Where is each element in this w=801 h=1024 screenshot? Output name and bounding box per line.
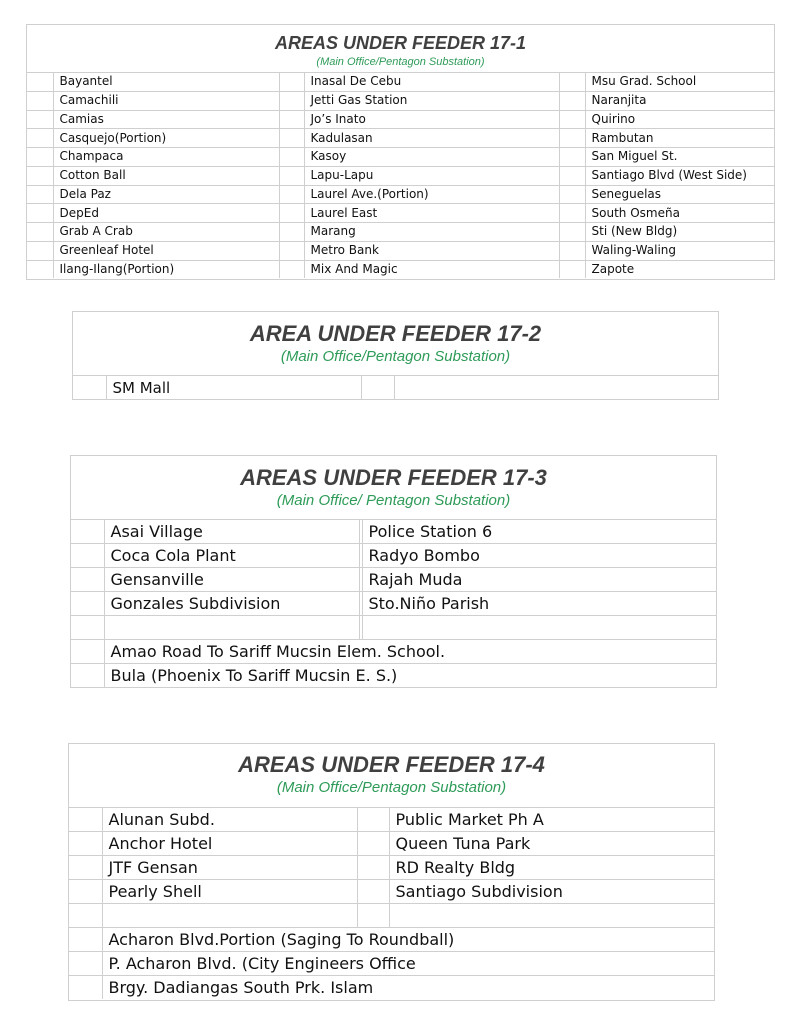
area-cell: Dela Paz bbox=[53, 185, 279, 204]
table-cell-spacer bbox=[27, 260, 53, 278]
table-row bbox=[69, 928, 714, 952]
feeder-17-3-subtitle: (Main Office/ Pentagon Substation) bbox=[276, 492, 511, 509]
area-cell: Public Market Ph A bbox=[389, 808, 714, 832]
table-cell-spacer bbox=[27, 129, 53, 148]
area-cell: Jo’s Inato bbox=[304, 110, 559, 129]
area-cell: Rambutan bbox=[585, 129, 774, 148]
table-cell-spacer bbox=[279, 185, 304, 204]
area-cell: Rajah Muda bbox=[362, 568, 716, 592]
table-cell-spacer bbox=[357, 808, 389, 832]
table-cell-spacer bbox=[71, 568, 104, 592]
area-cell: Msu Grad. School bbox=[585, 73, 774, 91]
table-row bbox=[69, 832, 714, 856]
table-row bbox=[27, 223, 774, 242]
area-cell: Bula (Phoenix To Sariff Mucsin E. S.) bbox=[104, 664, 716, 688]
feeder-17-3-table bbox=[70, 455, 717, 688]
table-cell-spacer bbox=[27, 204, 53, 223]
table-cell-spacer bbox=[69, 928, 102, 952]
area-cell: Queen Tuna Park bbox=[389, 832, 714, 856]
area-cell: Sti (New Bldg) bbox=[585, 223, 774, 242]
area-cell: Ilang-Ilang(Portion) bbox=[53, 260, 279, 278]
area-cell: Camachili bbox=[53, 91, 279, 110]
feeder-17-2-table bbox=[72, 311, 719, 400]
table-cell-spacer bbox=[69, 856, 102, 880]
table-row bbox=[27, 129, 774, 148]
table-cell-spacer bbox=[69, 952, 102, 976]
table-cell-spacer bbox=[279, 148, 304, 167]
area-cell: Greenleaf Hotel bbox=[53, 241, 279, 260]
table-cell-spacer bbox=[559, 148, 585, 167]
table-cell-spacer bbox=[27, 148, 53, 167]
table-row bbox=[69, 976, 714, 1000]
table-row bbox=[27, 241, 774, 260]
table-cell-spacer bbox=[559, 73, 585, 91]
area-cell: Laurel East bbox=[304, 204, 559, 223]
table-cell-spacer bbox=[71, 520, 104, 544]
area-cell: Waling-Waling bbox=[585, 241, 774, 260]
area-cell: DepEd bbox=[53, 204, 279, 223]
table-row bbox=[27, 148, 774, 167]
table-cell-spacer bbox=[69, 976, 102, 1000]
table-cell-spacer bbox=[279, 166, 304, 185]
area-cell: South Osmeña bbox=[585, 204, 774, 223]
table-row bbox=[27, 204, 774, 223]
table-cell-spacer bbox=[279, 260, 304, 278]
table-cell-spacer bbox=[69, 832, 102, 856]
table-row bbox=[71, 616, 716, 640]
feeder-17-1-subtitle: (Main Office/Pentagon Substation) bbox=[316, 56, 485, 68]
feeder-17-3-title: AREAS UNDER FEEDER 17-3 bbox=[240, 465, 547, 490]
area-cell: Kadulasan bbox=[304, 129, 559, 148]
area-cell bbox=[104, 616, 359, 640]
table-row bbox=[27, 185, 774, 204]
table-row bbox=[27, 260, 774, 278]
table-row bbox=[71, 544, 716, 568]
table-cell-spacer bbox=[71, 640, 104, 664]
area-cell: Naranjita bbox=[585, 91, 774, 110]
area-cell bbox=[362, 616, 716, 640]
area-cell: Camias bbox=[53, 110, 279, 129]
table-cell-spacer bbox=[559, 260, 585, 278]
table-row bbox=[69, 904, 714, 928]
area-cell: Asai Village bbox=[104, 520, 359, 544]
table-cell-spacer bbox=[279, 241, 304, 260]
area-cell: JTF Gensan bbox=[102, 856, 357, 880]
area-cell: Laurel Ave.(Portion) bbox=[304, 185, 559, 204]
table-cell-spacer bbox=[71, 616, 104, 640]
table-cell-spacer bbox=[73, 376, 106, 399]
table-cell-spacer bbox=[279, 129, 304, 148]
table-row bbox=[71, 520, 716, 544]
table-cell-spacer bbox=[559, 241, 585, 260]
table-cell-spacer bbox=[27, 110, 53, 129]
table-row bbox=[69, 952, 714, 976]
table-cell-spacer bbox=[559, 91, 585, 110]
feeder-17-4-header bbox=[69, 744, 714, 808]
area-cell: Quirino bbox=[585, 110, 774, 129]
area-cell: Alunan Subd. bbox=[102, 808, 357, 832]
table-row bbox=[27, 73, 774, 91]
table-row bbox=[69, 856, 714, 880]
area-cell: Santiago Blvd (West Side) bbox=[585, 166, 774, 185]
area-cell bbox=[394, 376, 718, 399]
feeder-17-1-header bbox=[27, 25, 774, 73]
table-row bbox=[27, 91, 774, 110]
table-cell-spacer bbox=[71, 544, 104, 568]
table-cell-spacer bbox=[357, 904, 389, 928]
table-cell-spacer bbox=[559, 204, 585, 223]
feeder-17-2-title: AREA UNDER FEEDER 17-2 bbox=[249, 321, 542, 346]
table-cell-spacer bbox=[559, 166, 585, 185]
table-cell-spacer bbox=[27, 91, 53, 110]
area-cell: Grab A Crab bbox=[53, 223, 279, 242]
feeder-17-1-table bbox=[26, 24, 775, 280]
table-cell-spacer bbox=[71, 664, 104, 688]
area-cell: Santiago Subdivision bbox=[389, 880, 714, 904]
table-cell-spacer bbox=[279, 73, 304, 91]
table-cell-spacer bbox=[27, 185, 53, 204]
feeder-17-4-title: AREAS UNDER FEEDER 17-4 bbox=[238, 752, 545, 777]
area-cell: Lapu-Lapu bbox=[304, 166, 559, 185]
area-cell: Inasal De Cebu bbox=[304, 73, 559, 91]
feeder-17-2-subtitle: (Main Office/Pentagon Substation) bbox=[280, 348, 511, 365]
table-cell-spacer bbox=[559, 223, 585, 242]
area-cell: Amao Road To Sariff Mucsin Elem. School. bbox=[104, 640, 716, 664]
table-cell-spacer bbox=[357, 832, 389, 856]
table-cell-spacer bbox=[559, 185, 585, 204]
table-cell-spacer bbox=[27, 166, 53, 185]
table-cell-spacer bbox=[69, 904, 102, 928]
area-cell: Mix And Magic bbox=[304, 260, 559, 278]
table-cell-spacer bbox=[279, 110, 304, 129]
area-cell: Acharon Blvd.Portion (Saging To Roundball) bbox=[102, 928, 714, 952]
table-cell-spacer bbox=[279, 223, 304, 242]
area-cell: Champaca bbox=[53, 148, 279, 167]
area-cell: Bayantel bbox=[53, 73, 279, 91]
table-row bbox=[27, 166, 774, 185]
area-cell: Zapote bbox=[585, 260, 774, 278]
area-cell: Jetti Gas Station bbox=[304, 91, 559, 110]
table-row bbox=[69, 880, 714, 904]
area-cell: Pearly Shell bbox=[102, 880, 357, 904]
table-cell-spacer bbox=[279, 204, 304, 223]
feeder-17-1-title: AREAS UNDER FEEDER 17-1 bbox=[274, 33, 527, 53]
feeder-17-3-header bbox=[71, 456, 716, 520]
table-cell-spacer bbox=[27, 73, 53, 91]
area-cell: P. Acharon Blvd. (City Engineers Office bbox=[102, 952, 714, 976]
table-cell-spacer bbox=[69, 880, 102, 904]
area-cell: Sto.Niño Parish bbox=[362, 592, 716, 616]
area-cell: RD Realty Bldg bbox=[389, 856, 714, 880]
table-cell-spacer bbox=[27, 223, 53, 242]
feeder-17-4-subtitle: (Main Office/Pentagon Substation) bbox=[276, 779, 507, 796]
area-cell: SM Mall bbox=[106, 376, 361, 399]
area-cell: Cotton Ball bbox=[53, 166, 279, 185]
area-cell: Radyo Bombo bbox=[362, 544, 716, 568]
table-row bbox=[27, 110, 774, 129]
area-cell: Coca Cola Plant bbox=[104, 544, 359, 568]
area-cell: Gensanville bbox=[104, 568, 359, 592]
table-row bbox=[71, 640, 716, 664]
table-cell-spacer bbox=[69, 808, 102, 832]
table-cell-spacer bbox=[357, 856, 389, 880]
table-cell-spacer bbox=[357, 880, 389, 904]
table-cell-spacer bbox=[27, 241, 53, 260]
table-row bbox=[73, 376, 718, 399]
area-cell: Police Station 6 bbox=[362, 520, 716, 544]
area-cell: Seneguelas bbox=[585, 185, 774, 204]
area-cell: Kasoy bbox=[304, 148, 559, 167]
area-cell: Gonzales Subdivision bbox=[104, 592, 359, 616]
area-cell: Marang bbox=[304, 223, 559, 242]
table-cell-spacer bbox=[559, 110, 585, 129]
table-row bbox=[71, 664, 716, 688]
area-cell: Metro Bank bbox=[304, 241, 559, 260]
feeder-17-2-header bbox=[73, 312, 718, 376]
area-cell bbox=[389, 904, 714, 928]
area-cell: San Miguel St. bbox=[585, 148, 774, 167]
area-cell: Casquejo(Portion) bbox=[53, 129, 279, 148]
table-row bbox=[71, 592, 716, 616]
table-cell-spacer bbox=[559, 129, 585, 148]
area-cell: Brgy. Dadiangas South Prk. Islam bbox=[102, 976, 714, 1000]
area-cell: Anchor Hotel bbox=[102, 832, 357, 856]
table-cell-spacer bbox=[279, 91, 304, 110]
table-row bbox=[69, 808, 714, 832]
table-cell-spacer bbox=[71, 592, 104, 616]
table-row bbox=[71, 568, 716, 592]
table-cell-spacer bbox=[361, 376, 394, 399]
feeder-17-4-table bbox=[68, 743, 715, 1001]
area-cell bbox=[102, 904, 357, 928]
